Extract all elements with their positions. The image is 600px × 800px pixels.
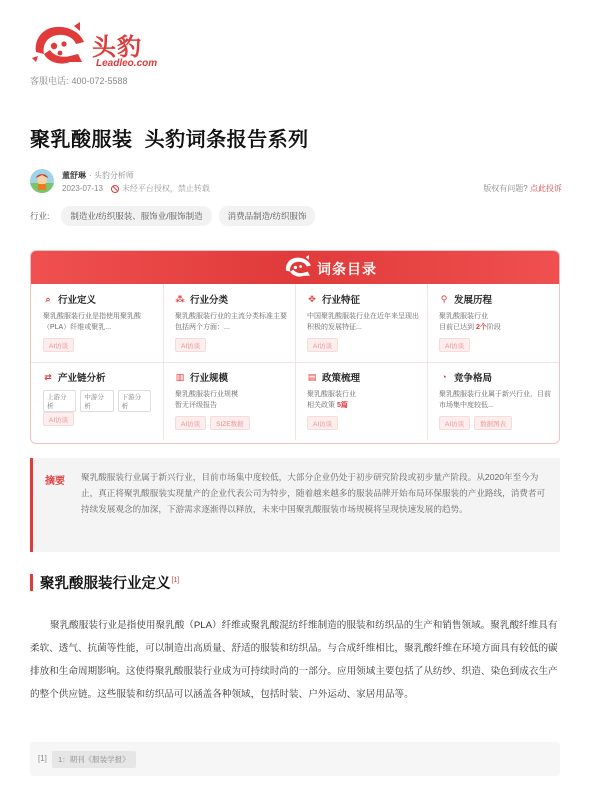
summary-text: 聚乳酸服装行业属于新兴行业，目前市场集中度较低，大部分企业仍处于初步研究阶段或初步量产阶段。从2020年至今为止，真正将聚乳酸服装实现量产的企业代表公司为特步，随着越来越多的服装品牌开始布局环保服装的产业路线，消费者可持续发展观念的加深，下游需求逐渐得以释放，未来中国聚乳酸服装市场规模将呈现快速发展的趋势。 <box>81 472 546 514</box>
industry-tag[interactable]: 消费品制造/纺织服饰 <box>219 206 316 226</box>
toc-header <box>31 251 559 284</box>
toc-desc-suffix: 阶段 <box>486 324 501 331</box>
summary-box <box>30 458 560 552</box>
section-title-text: 聚乳酸服装行业定义 <box>40 576 171 592</box>
repost-notice-text: 未经平台授权，禁止转载 <box>121 184 210 193</box>
toc-item-desc <box>175 389 287 411</box>
toc-item-history[interactable] <box>427 284 559 362</box>
hotline-number: 400-072-5588 <box>71 76 128 86</box>
industry-label: 行业: <box>30 211 50 221</box>
scale-icon: ▥ <box>175 371 185 382</box>
toc-item-competition[interactable] <box>427 362 559 440</box>
brand-domain: Leadleo.com <box>96 58 158 69</box>
reference-source[interactable]: 1：期刊《服装学报》 <box>52 751 136 768</box>
author-name[interactable]: 董舒琳 <box>62 171 86 180</box>
toc-title: 词条目录 <box>317 261 377 277</box>
brand-name: 头豹 <box>92 34 142 61</box>
section-heading <box>30 572 179 593</box>
toc-item-title: 产业链分析 <box>58 373 106 384</box>
toc-item-desc: 聚乳酸服装行业是指使用聚乳酸（PLA）纤维或聚乳... <box>43 313 141 331</box>
toc-item-desc: 聚乳酸服装行业的主流分类标准主要包括两个方面：... <box>175 313 287 331</box>
toc-item-title: 行业规模 <box>190 373 229 384</box>
publish-date: 2023-07-13 <box>62 184 103 193</box>
ai-interview-chip[interactable]: AI访谈 <box>439 338 470 352</box>
toc-item-title: 发展历程 <box>454 295 493 306</box>
ai-interview-chip[interactable]: AI访谈 <box>175 416 206 430</box>
ai-interview-chip[interactable]: AI访谈 <box>307 338 338 352</box>
toc-item-desc <box>439 311 551 333</box>
ai-interview-chip[interactable]: AI访谈 <box>43 412 74 426</box>
toc-desc-line <box>439 322 551 333</box>
size-data-chip[interactable]: SIZE数据 <box>210 416 249 430</box>
author-avatar[interactable] <box>30 169 54 193</box>
toc-item-desc: 中国聚乳酸服装行业在近年来呈现出积极的发展特征... <box>307 313 419 331</box>
avatar-image-icon <box>30 169 54 193</box>
competition-icon: ◔ <box>441 372 447 382</box>
toc-desc-prefix: 目前已达到 <box>439 324 476 331</box>
toc-item-title: 竞争格局 <box>454 373 493 384</box>
toc-desc-line: 暂无评级报告 <box>175 402 217 409</box>
repost-notice <box>111 183 210 194</box>
toc-item-classification[interactable] <box>163 284 295 362</box>
ai-interview-chip[interactable]: AI访谈 <box>175 338 206 352</box>
page-title: 聚乳酸服装 头豹词条报告系列 <box>30 129 309 151</box>
brand-logo[interactable] <box>30 22 160 72</box>
toc-item-title: 行业定义 <box>58 295 97 306</box>
downstream-chip[interactable]: 下游分析 <box>118 390 151 412</box>
author-org: · 头豹分析师 <box>89 171 134 180</box>
copyright-report <box>483 183 562 194</box>
toc-desc-line <box>307 400 419 411</box>
ai-interview-chip[interactable]: AI访谈 <box>43 338 74 352</box>
author-line <box>62 170 134 181</box>
section-title <box>40 572 179 593</box>
upstream-chip[interactable]: 上游分析 <box>43 390 76 412</box>
publish-info <box>62 183 210 194</box>
definition-paragraph: 聚乳酸服装行业是指使用聚乳酸（PLA）纤维或聚乳酸混纺纤维制造的服装和纺织品的生产和销售领域。聚乳酸纤维具有柔软、透气、抗菌等性能，可以制造出高质量、舒适的服装和纺织品。与合成纤维相比，聚乳酸纤维在环境方面具有较低的碳排放和生命周期影响。这使得聚乳酸服装行业成为可持续时尚的一部分。应用领域主要包括了从纺纱、织造、染色到成衣生产的整个供应链。这些服装和纺织品可以涵盖各种领域，包括时装、户外运动、家居用品等。 <box>30 620 558 700</box>
policy-icon: ▤ <box>307 371 317 382</box>
data-chart-chip[interactable]: 数据图表 <box>474 416 512 430</box>
table-of-contents <box>30 250 560 444</box>
toc-item-title: 行业特征 <box>322 295 361 306</box>
forbidden-icon <box>111 185 119 193</box>
references-box <box>30 742 560 776</box>
toc-item-desc: 聚乳酸服装行业属于新兴行业，目前市场集中度较低... <box>439 391 551 409</box>
industry-row <box>30 206 322 226</box>
service-hotline <box>30 74 128 87</box>
toc-item-scale[interactable] <box>163 362 295 440</box>
midstream-chip[interactable]: 中游分析 <box>80 390 113 412</box>
toc-desc-prefix: 相关政策 <box>307 402 337 409</box>
toc-item-title: 行业分类 <box>190 295 229 306</box>
summary-label: 摘要 <box>45 476 65 487</box>
reference-mark[interactable]: [1] <box>171 577 180 585</box>
ai-interview-chip[interactable]: AI访谈 <box>307 416 338 430</box>
copyright-question: 版权有问题? <box>483 184 528 193</box>
feature-icon: ✥ <box>308 293 316 304</box>
reference-number: [1] <box>38 754 47 763</box>
toc-item-definition[interactable] <box>31 284 163 362</box>
stage-count: 2个 <box>475 324 487 331</box>
industry-tag[interactable]: 制造业/纺织服装、服饰业/服饰制造 <box>61 206 211 226</box>
toc-item-title: 政策梳理 <box>322 373 361 384</box>
toc-item-desc <box>307 389 419 411</box>
leopard-logo-icon <box>30 22 88 68</box>
hotline-label: 客服电话: <box>30 76 69 86</box>
toc-desc-line: 聚乳酸服装行业 <box>307 391 356 398</box>
toc-item-features[interactable] <box>295 284 427 362</box>
toc-desc-line: 聚乳酸服装行业 <box>439 313 488 320</box>
ai-interview-chip[interactable]: AI访谈 <box>439 416 470 430</box>
history-icon: ⚲ <box>440 293 448 304</box>
leopard-logo-icon <box>283 254 313 280</box>
complaint-link[interactable]: 点此投诉 <box>530 184 562 193</box>
definition-icon: ⌕ <box>45 293 51 304</box>
toc-item-policy[interactable] <box>295 362 427 440</box>
classification-icon: ⁂ <box>175 293 185 304</box>
chain-icon: ⇄ <box>44 371 52 382</box>
toc-desc-line: 聚乳酸服装行业规模 <box>175 391 238 398</box>
policy-count: 5篇 <box>336 402 348 409</box>
section-accent-bar <box>30 574 33 591</box>
toc-item-industry-chain[interactable] <box>31 362 163 440</box>
